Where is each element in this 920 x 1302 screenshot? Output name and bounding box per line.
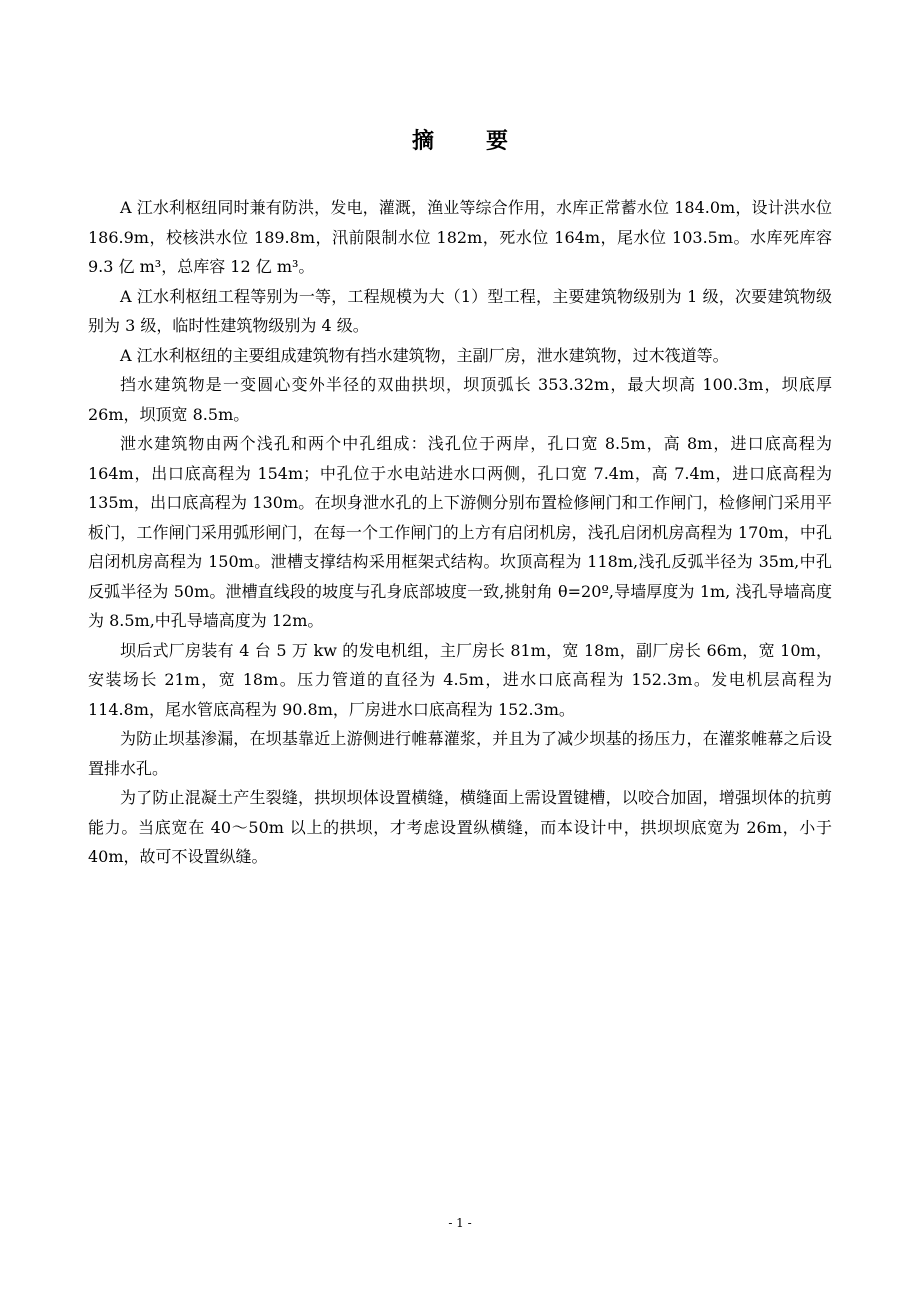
paragraph-8: 为了防止混凝土产生裂缝，拱坝坝体设置横缝，横缝面上需设置键槽，以咬合加固，增强坝体的抗剪能力。当底宽在 40～50m 以上的拱坝，才考虑设置纵横缝，而本设计中，拱坝坝底宽为 26m，小于 40m，故可不设置纵缝。 xyxy=(88,788,832,866)
title-char-1: 摘 xyxy=(411,129,434,154)
title-char-2: 要 xyxy=(486,129,509,154)
paragraph-7: 为防止坝基渗漏，在坝基靠近上游侧进行帷幕灌浆，并且为了减少坝基的扬压力，在灌浆帷幕之后设置排水孔。 xyxy=(88,729,832,778)
paragraph-3: A 江水利枢纽的主要组成建筑物有挡水建筑物，主副厂房，泄水建筑物，过木筏道等。 xyxy=(120,345,729,365)
abstract-body xyxy=(88,193,832,872)
page-number: - 1 - xyxy=(448,1216,472,1230)
page-title xyxy=(0,124,920,155)
paragraph-1: A 江水利枢纽同时兼有防洪，发电，灌溉，渔业等综合作用，水库正常蓄水位 184.0m，设计洪水位 186.9m，校核洪水位 189.8m，汛前限制水位 182m，死水位 164m，尾水位 103.5m。水库死库容 9.3 亿 m³，总库容 12 亿 m³。 xyxy=(88,198,832,276)
paragraph-4: 挡水建筑物是一变圆心变外半径的双曲拱坝，坝顶弧长 353.32m，最大坝高 100.3m，坝底厚 26m，坝顶宽 8.5m。 xyxy=(88,375,832,424)
paragraph-6: 坝后式厂房装有 4 台 5 万 kw 的发电机组，主厂房长 81m，宽 18m，副厂房长 66m，宽 10m，安装场长 21m，宽 18m。压力管道的直径为 4.5m，进水口底高程为 152.3m。发电机层高程为 114.8m，尾水管底高程为 90.8m，厂房进水口底高程为 152.3m。 xyxy=(88,640,832,719)
paragraph-2: A 江水利枢纽工程等别为一等，工程规模为大（1）型工程，主要建筑物级别为 1 级，次要建筑物级别为 3 级，临时性建筑物级别为 4 级。 xyxy=(88,286,832,335)
paragraph-5: 泄水建筑物由两个浅孔和两个中孔组成：浅孔位于两岸，孔口宽 8.5m，高 8m，进口底高程为 164m，出口底高程为 154m；中孔位于水电站进水口两侧，孔口宽 7.4m，高 7.4m，进口底高程为 135m，出口底高程为 130m。在坝身泄水孔的上下游侧分别布置检修闸门和工作闸门，检修闸门采用平板门，工作闸门采用弧形闸门，在每一个工作闸门的上方有启闭机房，浅孔启闭机房高程为 170m，中孔启闭机房高程为 150m。泄槽支撑结构采用框架式结构。坎顶高程为 118m,浅孔反弧半径为 35m,中孔反弧半径为 50m。泄槽直线段的坡度与孔身底部坡度一致,挑射角 θ=20º,导墙厚度为 1m, 浅孔导墙高度为 8.5m,中孔导墙高度为 12m。 xyxy=(88,434,832,630)
